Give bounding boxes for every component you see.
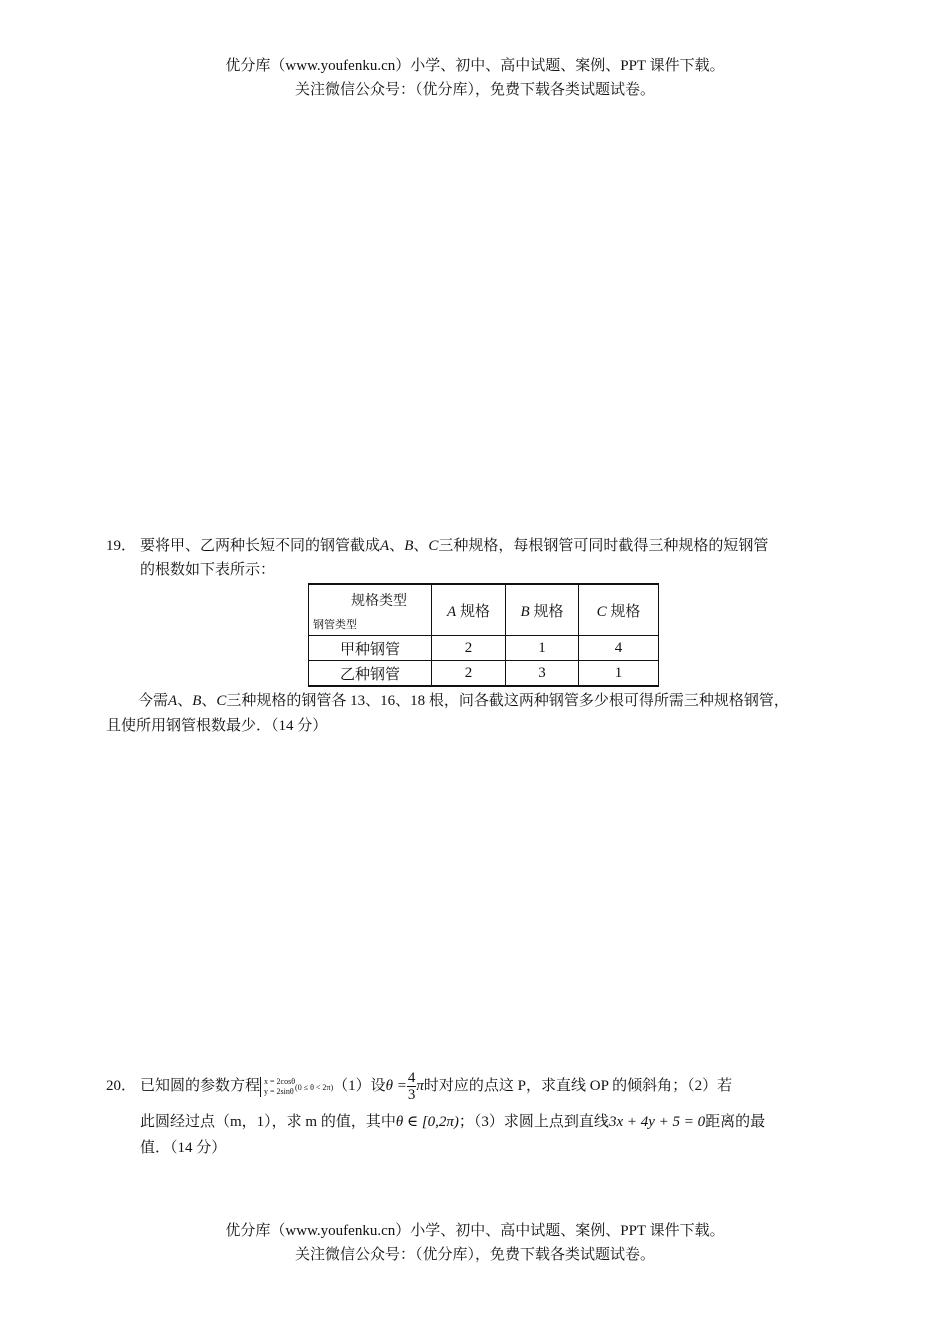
row-label: 甲种钢管: [309, 636, 432, 661]
q20-text: 此圆经过点（m，1），求 m 的值，其中: [140, 1114, 396, 1130]
line-eq: 3x + 4y + 5 = 0: [608, 1114, 706, 1130]
footer-line-2: 关注微信公众号：（优分库），免费下载各类试题试卷。: [294, 1247, 655, 1263]
table-row: [309, 661, 659, 687]
eq-y: y = 2sinθ: [264, 1086, 294, 1096]
sep: 、: [201, 693, 217, 709]
var-a: A: [168, 693, 178, 709]
cell: 4: [579, 636, 659, 661]
cell: 1: [506, 636, 579, 661]
q19-line-4: 且使所用钢管根数最少．（14 分）: [106, 718, 328, 734]
var-c: C: [216, 693, 227, 709]
cell: 2: [432, 661, 506, 687]
frac-den: 3: [407, 1087, 416, 1103]
col-a-label: 规格: [459, 603, 490, 620]
corner-bottom-label: 钢管类型: [313, 619, 357, 631]
q19-text: 三种规格的钢管各 13、16、18 根，问各截这两种钢管多少根可得所需三种规格钢管，: [226, 693, 789, 709]
q19-number: 19．: [106, 538, 137, 554]
var-b: B: [404, 538, 414, 554]
sep: 、: [413, 538, 429, 554]
header-line-2: 关注微信公众号：（优分库），免费下载各类试题试卷。: [294, 82, 655, 98]
q20-line-2: [140, 1110, 880, 1134]
theta-eq: θ =: [385, 1077, 407, 1094]
var-b: B: [520, 603, 530, 620]
q19-text: 三种规格，每根钢管可同时截得三种规格的短钢管: [438, 538, 769, 554]
var-a: A: [447, 603, 457, 620]
fraction: [407, 1070, 417, 1103]
col-b-label: 规格: [533, 603, 564, 620]
row-label: 乙种钢管: [309, 661, 432, 687]
col-header-a: [432, 584, 506, 636]
table-row: [309, 636, 659, 661]
sep: 、: [389, 538, 405, 554]
pi: π: [416, 1077, 424, 1094]
header-line-1: 优分库（www.youfenku.cn）小学、初中、高中试题、案例、PPT 课件下载。: [225, 58, 725, 74]
var-c: C: [596, 603, 607, 620]
frac-num: 4: [407, 1070, 416, 1086]
col-header-b: [506, 584, 579, 636]
var-c: C: [428, 538, 439, 554]
q19-text: 今需: [138, 693, 169, 709]
q19-line-1: [106, 534, 866, 558]
q20-text: ；（3）求圆上点到直线: [458, 1114, 609, 1130]
cell: 2: [432, 636, 506, 661]
cell: 3: [506, 661, 579, 687]
var-b: B: [192, 693, 202, 709]
q20-text: 距离的最: [705, 1114, 766, 1130]
q20-number: 20．: [106, 1077, 137, 1094]
q20-text: （1）设: [333, 1077, 386, 1094]
q19-line-3: [138, 689, 878, 713]
sep: 、: [177, 693, 193, 709]
eq-x: x = 2cosθ: [264, 1076, 296, 1086]
q19-line-2: 的根数如下表所示：: [140, 562, 276, 578]
corner-top-label: 规格类型: [351, 594, 407, 609]
q20-text: 已知圆的参数方程: [140, 1077, 261, 1094]
col-header-c: [579, 584, 659, 636]
spec-table: [308, 583, 659, 687]
param-equation: [260, 1077, 295, 1097]
var-a: A: [380, 538, 390, 554]
eq-range: (0 ≤ θ < 2π): [295, 1082, 334, 1092]
footer-line-1: 优分库（www.youfenku.cn）小学、初中、高中试题、案例、PPT 课件下载。: [225, 1223, 725, 1239]
table-corner-cell: [309, 584, 432, 636]
col-c-label: 规格: [610, 603, 641, 620]
q20-line-3: 值．（14 分）: [140, 1140, 227, 1156]
q20-text: 时对应的点这 P，求直线 OP 的倾斜角；（2）若: [423, 1077, 733, 1094]
q20-line-1: [106, 1070, 866, 1103]
q19-text: 要将甲、乙两种长短不同的钢管截成: [140, 538, 381, 554]
theta-in: θ ∈ [0,2π): [395, 1114, 459, 1130]
cell: 1: [579, 661, 659, 687]
